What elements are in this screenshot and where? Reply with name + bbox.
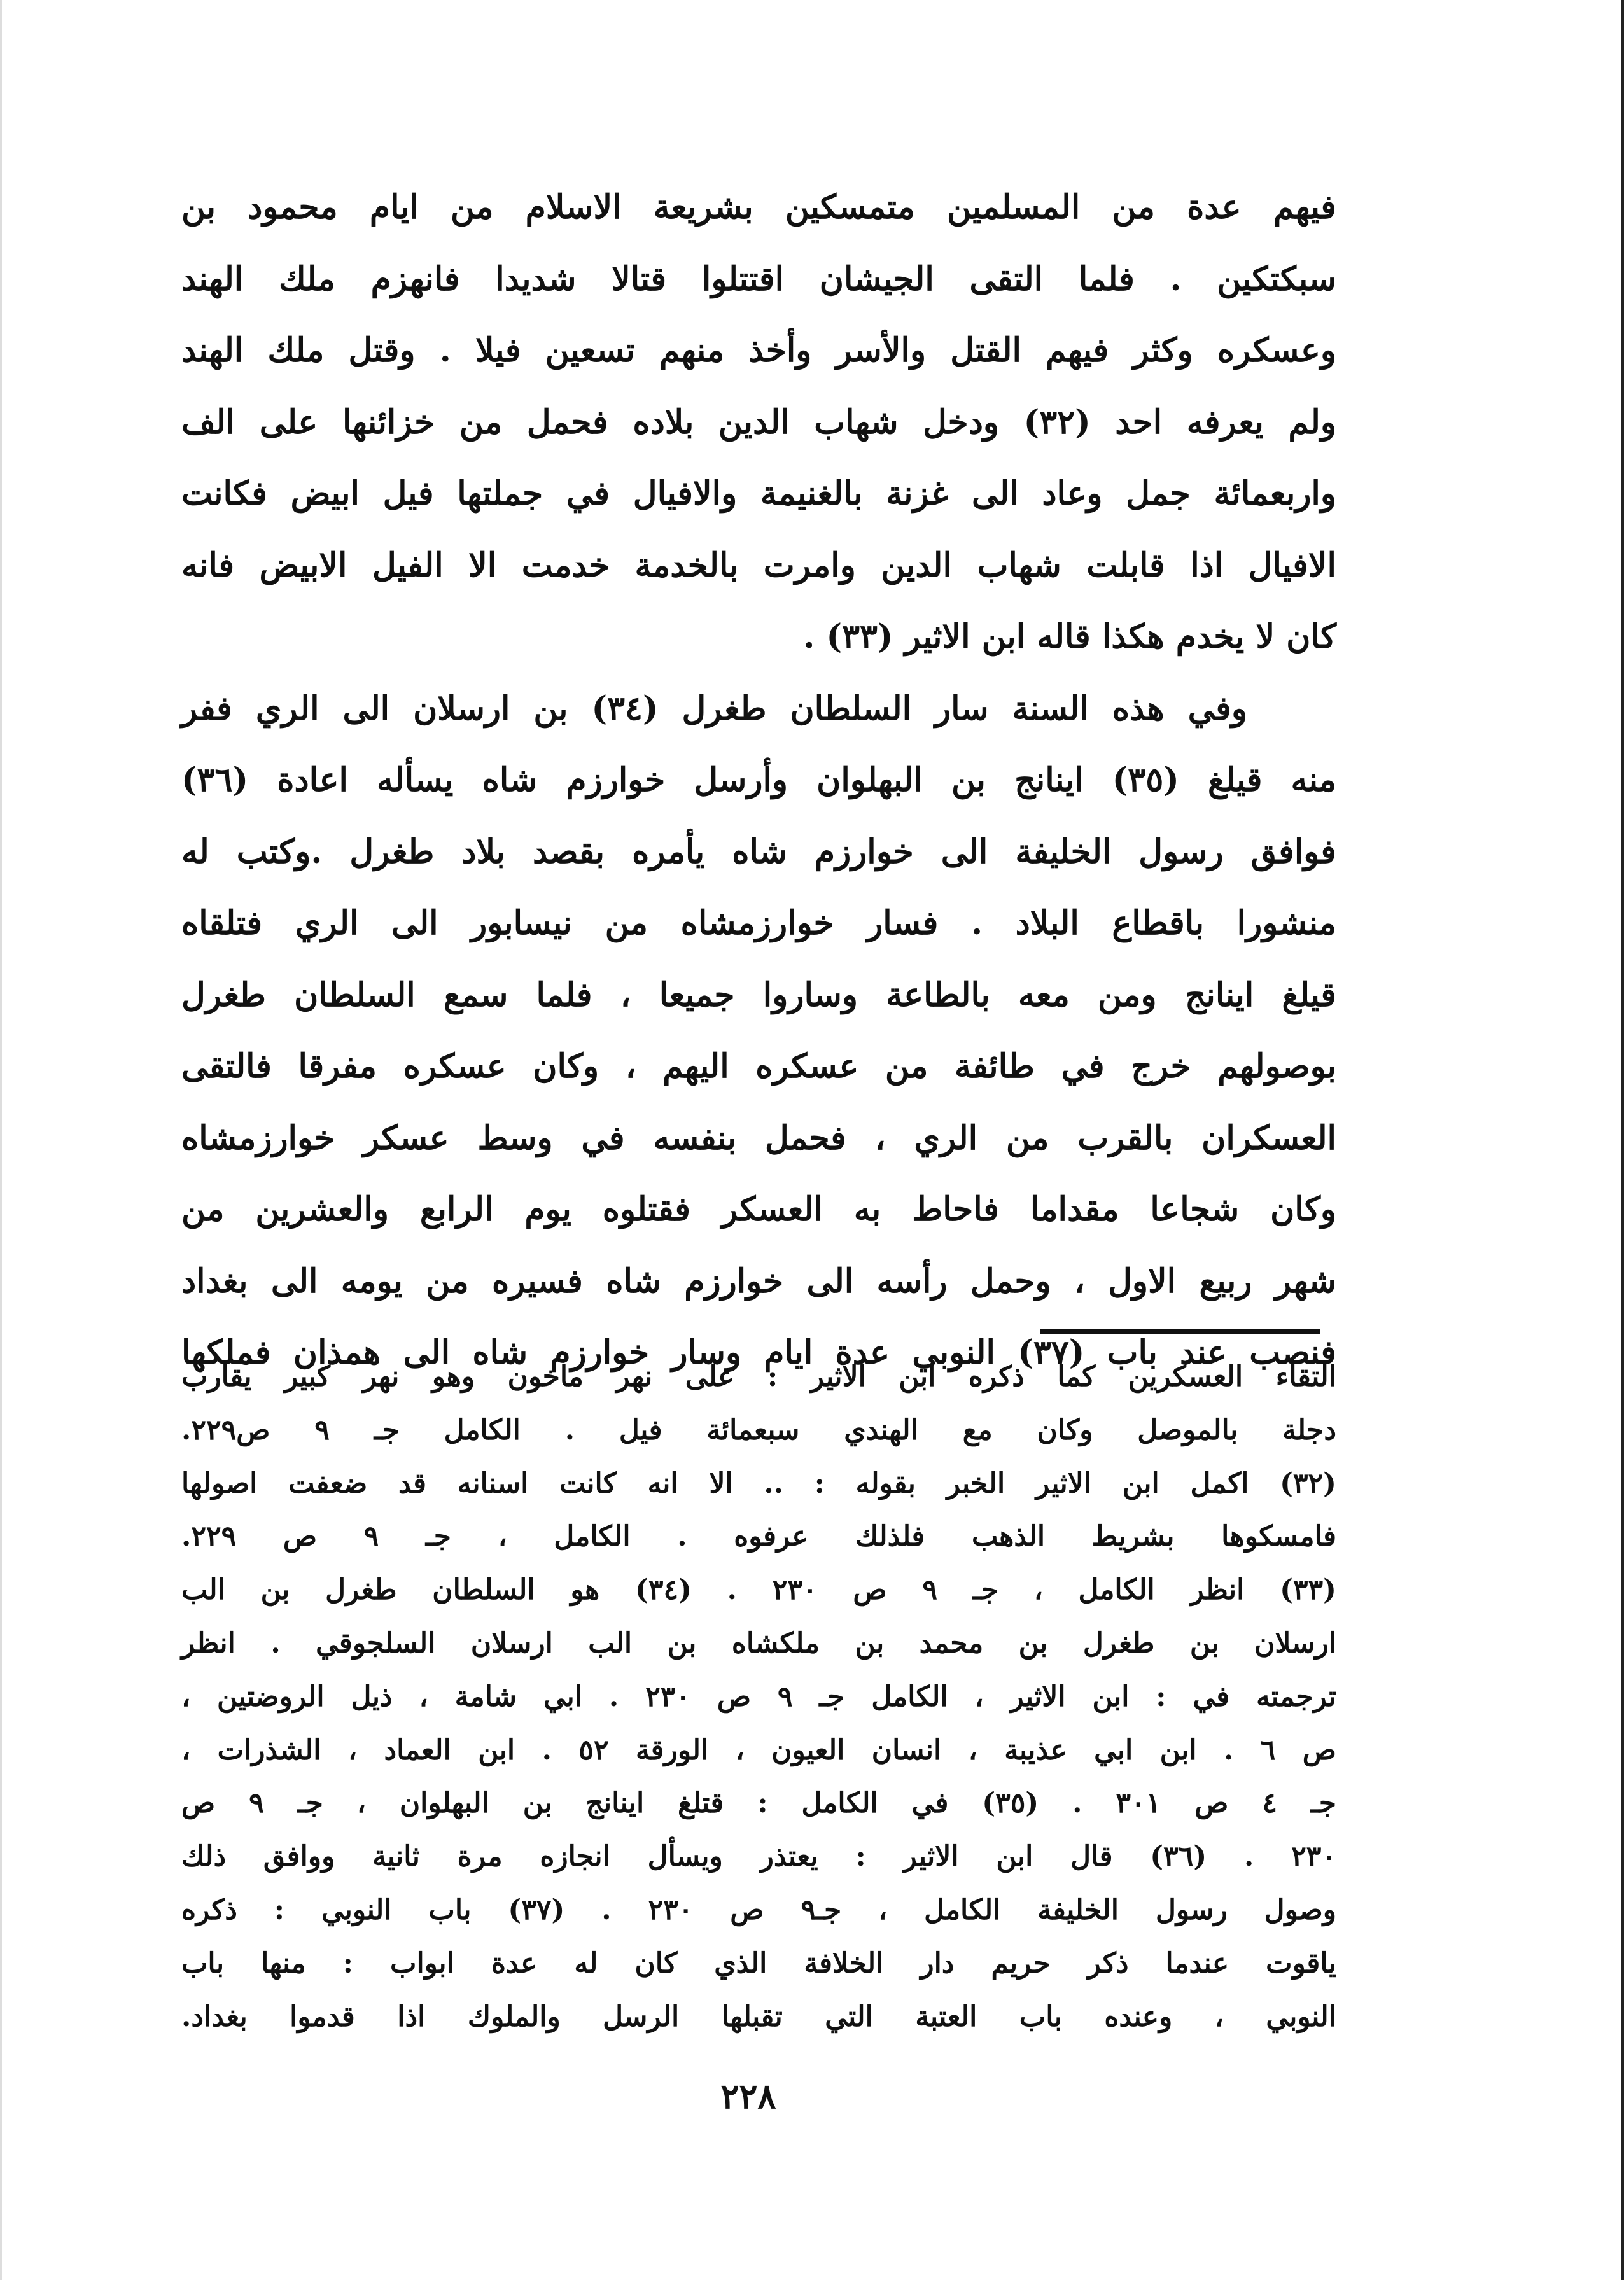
body-line: الافيال اذا قابلت شهاب الدين وامرت بالخدمة خدمت الا الفيل الابيض فانه	[181, 545, 1336, 585]
page-left-edge	[0, 0, 2, 2280]
body-line: وكان شجاعا مقداما فاحاط به العسكر فقتلوه يوم الرابع والعشرين من	[181, 1190, 1336, 1229]
body-line: سبكتكين . فلما التقى الجيشان اقتتلوا قتالا شديدا فانهزم ملك الهند	[181, 259, 1336, 298]
body-line: فيهم عدة من المسلمين متمسكين بشريعة الاسلام من ايام محمود بن	[181, 188, 1336, 227]
footnote-line: ارسلان بن طغرل بن محمد بن ملكشاه بن الب ارسلان السلجوقي . انظر	[181, 1626, 1336, 1660]
footnote-line: فامسكوها بشريط الذهب فلذلك عرفوه . الكامل ، جـ ٩ ص ٢٢٩.	[181, 1520, 1336, 1553]
footnotes	[181, 1350, 1336, 2043]
body-line: كان لا يخدم هكذا قاله ابن الاثير (٣٣) .	[803, 617, 1336, 656]
footnote-line: (٣٣) انظر الكامل ، جـ ٩ ص ٢٣٠ . (٣٤) هو السلطان طغرل بن الب	[181, 1574, 1336, 1607]
footnote-line: ترجمته في : ابن الاثير ، الكامل جـ ٩ ص ٢٣٠ . ابي شامة ، ذيل الروضتين ،	[181, 1680, 1336, 1713]
footnote-line: جـ ٤ ص ٣٠١ . (٣٥) في الكامل : قتلغ اينانج بن البهلوان ، جـ ٩ ص	[181, 1787, 1336, 1820]
body-line: فوافق رسول الخليفة الى خوارزم شاه يأمره بقصد بلاد طغرل .وكتب له	[181, 832, 1336, 871]
body-line: شهر ربيع الاول ، وحمل رأسه الى خوارزم شاه فسيره من يومه الى بغداد	[181, 1261, 1336, 1301]
body-line: وعسكره وكثر فيهم القتل والأسر وأخذ منهم تسعين فيلا . وقتل ملك الهند	[181, 331, 1336, 370]
footnote-line: النوبي ، وعنده باب العتبة التي تقبلها الرسل والملوك اذا قدموا بغداد.	[181, 2000, 1336, 2033]
footnote-line: ياقوت عندما ذكر حريم دار الخلافة الذي كان له عدة ابواب : منها باب	[181, 1947, 1336, 1980]
body-line: بوصولهم خرج في طائفة من عسكره اليهم ، وكان عسكره مفرقا فالتقى	[181, 1047, 1336, 1086]
footnote-line: (٣٢) اكمل ابن الاثير الخبر بقوله : .. الا انه كانت اسنانه قد ضعفت اصولها	[181, 1467, 1336, 1500]
footnote-line: ٢٣٠ . (٣٦) قال ابن الاثير : يعتذر ويسأل انجازه مرة ثانية ووافق ذلك	[181, 1840, 1336, 1873]
body-line: فنصب عند باب (٣٧) النوبي عدة ايام وسار خوارزم شاه الى همذان فملكها	[181, 1333, 1336, 1372]
footnote-line: التقاء العسكرين كما ذكره ابن الاثير : على نهر ماخون وهو نهر كبير يقارب	[181, 1360, 1336, 1393]
body-line: ولم يعرفه احد (٣٢) ودخل شهاب الدين بلاده فحمل من خزائنها على الف	[181, 402, 1336, 442]
body-line: منه قيلغ (٣٥) اينانج بن البهلوان وأرسل خوارزم شاه يسأله اعادة (٣٦)	[181, 760, 1336, 799]
page-right-edge	[1621, 0, 1624, 2280]
footnote-line: ص ٦ . ابن ابي عذيبة ، انسان العيون ، الورقة ٥٢ . ابن العماد ، الشذرات ،	[181, 1733, 1337, 1766]
footnote-line: وصول رسول الخليفة الكامل ، جـ٩ ص ٢٣٠ . (٣٧) باب النوبي : ذكره	[181, 1893, 1336, 1926]
body-line: منشورا باقطاع البلاد . فسار خوارزمشاه من نيسابور الى الري فتلقاه	[181, 904, 1336, 942]
body-line: واربعمائة جمل وعاد الى غزنة بالغنيمة والافيال في جملتها فيل ابيض فكانت	[181, 474, 1336, 513]
footnote-line: دجلة بالموصل وكان مع الهندي سبعمائة فيل . الكامل جـ ٩ ص٢٢٩.	[181, 1413, 1336, 1446]
body-text	[181, 172, 1336, 1389]
body-line: العسكران بالقرب من الري ، فحمل بنفسه في وسط عسكر خوارزمشاه	[181, 1118, 1336, 1157]
page-number: ٢٢٨	[720, 2076, 776, 2116]
body-line: قيلغ اينانج ومن معه بالطاعة وساروا جميعا ، فلما سمع السلطان طغرل	[181, 975, 1336, 1014]
footnote-separator	[1040, 1329, 1320, 1334]
body-line: وفي هذه السنة سار السلطان طغرل (٣٤) بن ارسلان الى الري ففر	[181, 689, 1247, 728]
